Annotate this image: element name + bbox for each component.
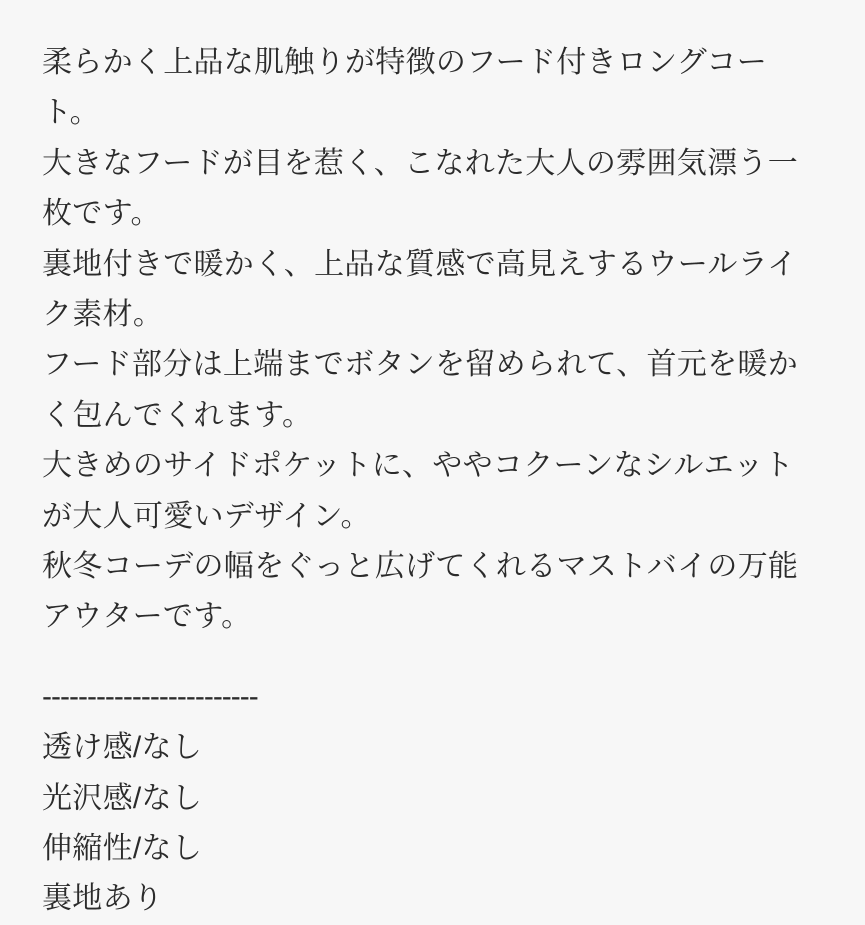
description-line: フード部分は上端までボタンを留められて、首元を暖かく包んでくれます。 (42, 348, 798, 432)
section-spacer (42, 643, 823, 677)
spec-line-gloss: 光沢感/なし (42, 781, 203, 815)
description-line: 大きなフードが目を惹く、こなれた大人の雰囲気漂う一枚です。 (42, 146, 798, 231)
spec-line-lining: 裏地あり (42, 882, 164, 916)
description-line: 柔らかく上品な肌触りが特徴のフード付きロングコート。 (42, 46, 768, 130)
description-line: 秋冬コーデの幅をぐっと広げてくれるマストバイの万能アウターです。 (42, 549, 799, 634)
spec-line-lining-clipped (42, 874, 823, 916)
description-line: 大きめのサイドポケットに、ややコクーンなシルエットが大人可愛いデザイン。 (42, 449, 794, 533)
spec-line-transparency: 透け感/なし (42, 731, 203, 765)
spec-list (42, 723, 823, 916)
spec-line-stretch: 伸縮性/なし (42, 831, 203, 865)
divider: ------------------------ (42, 679, 258, 713)
description-line: 裏地付きで暖かく、上品な質感で高見えするウールライク素材。 (42, 247, 798, 331)
description-block (42, 38, 823, 643)
